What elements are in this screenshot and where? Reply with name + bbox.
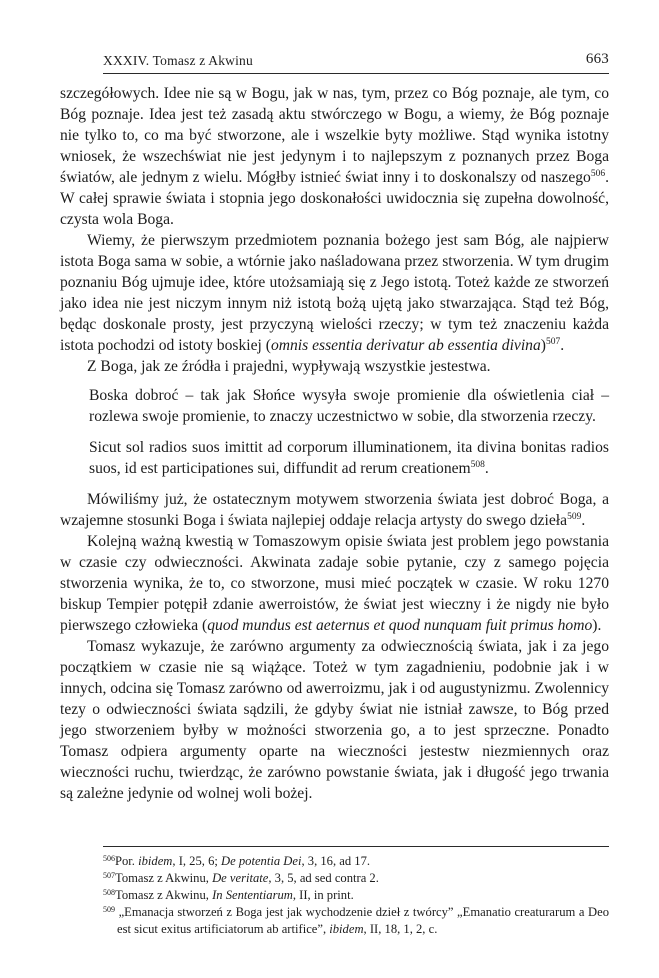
- footnote-ref[interactable]: 507: [545, 337, 561, 347]
- latin-phrase: omnis essentia derivatur ab essentia divina: [270, 337, 541, 354]
- footnote-ref[interactable]: 509: [567, 512, 582, 522]
- footnote: $^{508}$Tomasz z Akwinu, In Sententiarum, II, in print.: [103, 888, 354, 902]
- running-title: XXXIV. Tomasz z Akwinu: [103, 53, 253, 68]
- page-number: 663: [585, 51, 609, 67]
- block-quote: Boska dobroć – tak jak Słońce wysyła swoje promienie dla oświetlenia ciał – rozlewa swoje promienie, to znaczy uczestnictwo w sobie, dla stworzenia rzeczy.: [89, 387, 609, 425]
- footnote: $^{509}$ „Emanacja stworzeń z Boga jest jak wychodzenie dzieł z twórcy” „Emanatio creaturarum a Deo est sicut exitus artificiatorum ab artifice”, ibidem, II, 18, 1, 2, c.: [103, 905, 610, 936]
- footnote-number: 506: [103, 854, 115, 863]
- footnote: $^{506}$Por. ibidem, I, 25, 6; De potentia Dei, 3, 16, ad 17.: [103, 854, 371, 868]
- footnote-number: 507: [103, 871, 115, 880]
- footnote-number: 509: [103, 905, 115, 914]
- footnote-ref[interactable]: 508: [470, 460, 485, 470]
- footnote-number: 508: [103, 888, 115, 897]
- footnotes: [103, 853, 609, 938]
- running-header: [103, 51, 609, 74]
- footnote: $^{507}$Tomasz z Akwinu, De veritate, 3, 5, ad sed contra 2.: [103, 871, 379, 885]
- latin-phrase: quod mundus est aeternus et quod nunquam fuit primus homo: [207, 617, 593, 634]
- paragraph: Wiemy, że pierwszym przedmiotem poznania bożego jest sam Bóg, ale najpierw istota Boga sama w sobie, a wtórnie jako naśladowana przez stworzenia. W tym drugim poznaniu Bóg ujmuje idee, które utożsamiają się z Jego istotą. Toteż każde ze stworzeń jako idea nie jest niczym innym niż istotą bożą ujętą jako stwarzająca. Stąd też Bóg, będąc doskonale prosty, jest przyczyną wielości rzeczy; w tym też znaczeniu każda istota pochodzi od istoty boskiej (omnis essentia derivatur ab essentia divina)$^{507}$.: [60, 232, 609, 354]
- paragraph: szczegółowych. Idee nie są w Bogu, jak w nas, tym, przez co Bóg poznaje, ale tym, co Bóg poznaje. Idea jest też zasadą aktu stwórczego w Bogu, a wiemy, że Bóg poznaje nie tylko to, co ma być stworzone, ale i wszelkie byty możliwe. Stąd wynika istotny wniosek, że wszechświat nie jest jedynym i to najlepszym z poznanych przez Boga światów, ale jednym z wielu. Mógłby istnieć świat inny i to doskonalszy od naszego$^{506}$. W całej sprawie świata i stopnia jego doskonałości uwidocznia się zupełna dowolność, czysta wola Boga.: [60, 85, 609, 228]
- paragraph: Z Boga, jak ze źródła i prajedni, wypływają wszystkie jestestwa.: [87, 358, 491, 375]
- footnote-separator: [103, 846, 609, 847]
- paragraph: Kolejną ważną kwestią w Tomaszowym opisie świata jest problem jego powstania w czasie czy odwieczności. Akwinata zadaje sobie pytanie, czy z samego pojęcia stworzenia wynika, że to, co stworzone, musi mieć początek w czasie. W roku 1270 biskup Tempier potępił zdanie awerroistów, że świat jest wieczny i że nigdy nie było pierwszego człowieka (quod mundus est aeternus et quod nunquam fuit primus homo).: [60, 533, 609, 634]
- paragraph: Tomasz wykazuje, że zarówno argumenty za odwiecznością świata, jak i za jego początkiem w czasie nie są wiążące. Toteż w tym zagadnieniu, podobnie jak i w innych, odcina się Tomasz zarówno od awerroizmu, jak i od augustynizmu. Zwolennicy tezy o odwieczności świata sądzili, że gdyby świat nie istniał zawsze, to Bóg przed jego stworzeniem byłby w możności stworzenia go, a to jest sprzeczne. Ponadto Tomasz odpiera argumenty oparte na wieczności jestestw niezmiennych oraz wieczności ruchu, twierdząc, że zarówno powstanie świata, jak i długość jego trwania są zależne jedynie od wolnej woli bożej.: [60, 638, 609, 802]
- block-quote-latin: Sicut sol radios suos imittit ad corporum illuminationem, ita divina bonitas radios suos, id est participationes sui, diffundit ad rerum creationem$^{508}$.: [89, 439, 609, 477]
- footnote-ref[interactable]: 506: [590, 169, 606, 179]
- paragraph: Mówiliśmy już, że ostatecznym motywem stworzenia świata jest dobroć Boga, a wzajemne stosunki Boga i świata najlepiej oddaje relacja artysty do swego dzieła$^{509}$.: [60, 491, 609, 529]
- main-text: [60, 83, 609, 804]
